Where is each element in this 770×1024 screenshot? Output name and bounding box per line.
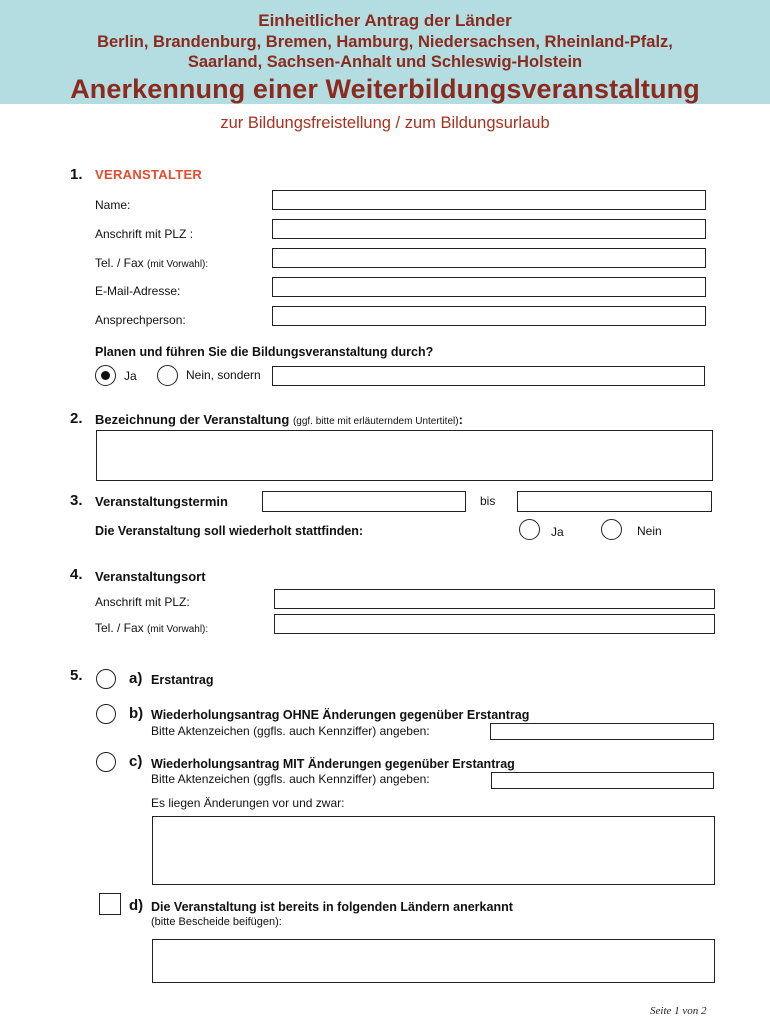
page-subtitle: zur Bildungsfreistellung / zum Bildungsurlaub xyxy=(220,114,550,132)
section-4-title: Veranstaltungsort xyxy=(95,569,206,584)
venue-tel-field[interactable] xyxy=(274,614,715,634)
changes-label: Es liegen Änderungen vor und zwar: xyxy=(151,796,345,810)
repeat-changed-label: Wiederholungsantrag MIT Änderungen gegenüber Erstantrag xyxy=(151,757,515,771)
organizer-no-radio[interactable] xyxy=(157,365,178,386)
option-a-letter: a) xyxy=(129,670,143,687)
venue-address-label: Anschrift mit PLZ: xyxy=(95,595,190,609)
option-b-letter: b) xyxy=(129,705,144,722)
organizer-address-label: Anschrift mit PLZ : xyxy=(95,227,194,241)
organizer-yes-label: Ja xyxy=(124,369,137,383)
repeat-unchanged-radio[interactable] xyxy=(96,704,116,724)
repeat-no-radio[interactable] xyxy=(601,519,622,540)
first-application-radio[interactable] xyxy=(96,669,116,689)
already-recognized-checkbox[interactable] xyxy=(99,893,121,915)
section-2-title: Bezeichnung der Veranstaltung (ggf. bitte mit erläuterndem Untertitel): xyxy=(95,412,463,427)
first-application-label: Erstantrag xyxy=(151,673,214,687)
organizer-tel-field[interactable] xyxy=(272,248,706,268)
file-number-unchanged-field[interactable] xyxy=(490,723,714,740)
event-date-from-field[interactable] xyxy=(262,491,466,512)
already-recognized-hint: (bitte Bescheide beifügen): xyxy=(151,916,282,928)
option-d-letter: d) xyxy=(129,897,144,914)
changes-field[interactable] xyxy=(152,816,715,885)
section-5-number: 5. xyxy=(70,667,83,684)
repeat-question: Die Veranstaltung soll wiederholt stattfinden: xyxy=(95,524,364,538)
section-4-number: 4. xyxy=(70,566,83,583)
file-number-changed-field[interactable] xyxy=(491,772,714,789)
header-line-1: Einheitlicher Antrag der Länder xyxy=(258,11,512,30)
section-1-title: VERANSTALTER xyxy=(95,167,203,182)
section-1-number: 1. xyxy=(70,166,83,183)
organizer-address-field[interactable] xyxy=(272,219,706,239)
venue-address-field[interactable] xyxy=(274,589,715,609)
event-name-field[interactable] xyxy=(96,430,713,481)
organizer-contact-label: Ansprechperson: xyxy=(95,313,186,327)
repeat-yes-label: Ja xyxy=(551,525,564,539)
organizer-name-field[interactable] xyxy=(272,190,706,210)
repeat-yes-radio[interactable] xyxy=(519,519,540,540)
organizer-no-label: Nein, sondern xyxy=(186,368,261,382)
organizer-tel-label: Tel. / Fax (mit Vorwahl): xyxy=(95,256,209,270)
organizer-email-label: E-Mail-Adresse: xyxy=(95,284,181,298)
organizer-contact-field[interactable] xyxy=(272,306,706,326)
selected-dot xyxy=(101,371,110,380)
organizer-name-label: Name: xyxy=(95,198,131,212)
repeat-unchanged-hint: Bitte Aktenzeichen (ggfls. auch Kennziffer) angeben: xyxy=(151,724,430,738)
organizer-question: Planen und führen Sie die Bildungsveranstaltung durch? xyxy=(95,345,434,359)
repeat-changed-hint: Bitte Aktenzeichen (ggfls. auch Kennziffer) angeben: xyxy=(151,772,430,786)
repeat-no-label: Nein xyxy=(637,524,662,538)
repeat-changed-radio[interactable] xyxy=(96,752,116,772)
section-3-number: 3. xyxy=(70,492,83,509)
organizer-alternative-field[interactable] xyxy=(272,366,705,386)
section-2-number: 2. xyxy=(70,410,83,427)
page-title: Anerkennung einer Weiterbildungsveranstaltung xyxy=(70,74,700,104)
repeat-unchanged-label: Wiederholungsantrag OHNE Änderungen gegenüber Erstantrag xyxy=(151,708,530,722)
recognized-states-field[interactable] xyxy=(152,939,715,983)
organizer-yes-radio[interactable] xyxy=(95,365,116,386)
header-line-2: Berlin, Brandenburg, Bremen, Hamburg, Niedersachsen, Rheinland-Pfalz, xyxy=(97,33,673,51)
option-c-letter: c) xyxy=(129,753,143,770)
organizer-email-field[interactable] xyxy=(272,277,706,297)
event-date-to-field[interactable] xyxy=(517,491,712,512)
page-number: Seite 1 von 2 xyxy=(650,1005,707,1017)
header-line-3: Saarland, Sachsen-Anhalt und Schleswig-Holstein xyxy=(187,53,583,71)
section-3-title: Veranstaltungstermin xyxy=(95,494,228,509)
already-recognized-label: Die Veranstaltung ist bereits in folgenden Ländern anerkannt xyxy=(151,900,513,914)
event-date-bis-label: bis xyxy=(480,494,496,508)
venue-tel-label: Tel. / Fax (mit Vorwahl): xyxy=(95,621,209,635)
